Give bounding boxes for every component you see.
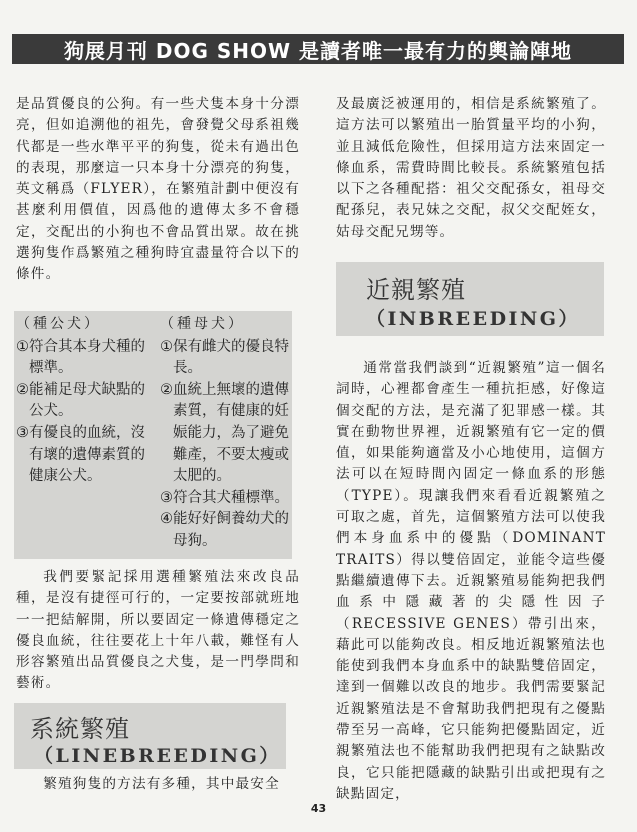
left-body-paragraph [16,567,300,695]
section-title-cn: 系統繁殖 [30,715,130,743]
item-text: 有優良的血統，沒有壞的遺傳素質的健康公犬。 [29,424,145,485]
dam-requirements [160,314,292,553]
item-text: 能好好飼養幼犬的母狗。 [173,511,289,549]
right-intro-text: 及最廣泛被運用的，相信是系統繁殖了。這方法可以繁殖出一胎質量平均的小狗，並且減低危險性，但採用這方法來固定一條血系，需費時間比較長。系統繁殖包括以下之各種配搭：祖父交配孫女，祖母交配孫兒，表兄妹之交配，叔父交配姪女，姑母交配兄甥等。 [336,96,606,240]
sire-item [16,380,158,423]
left-intro-text: 是品質優良的公狗。有一些犬隻本身十分漂亮，但如追溯他的祖先，會發覺父母系祖幾代都是一些水準平平的狗隻，從未有過出色的表現，那麼這一只本身十分漂亮的狗隻，英文稱爲（FLYER），在繁殖計劃中便沒有甚麼利用價值，因爲他的遺傳太多不會穩定，交配出的小狗也不會品質出眾。故在挑選狗隻作爲繁殖之種狗時宜盡量符合以下的條件。 [16,96,300,283]
right-intro-paragraph [336,94,606,243]
left-tail-paragraph [16,774,300,795]
sire-item [16,337,158,380]
item-number: ② [160,381,173,398]
item-text: 血統上無壞的遺傳素質，有健康的妊娠能力，為了避免難產，不要太瘦或太肥的。 [173,381,289,485]
item-text: 保有雌犬的優良特長。 [173,338,289,377]
right-body-paragraph [336,358,606,805]
section-heading-inbreeding [336,262,604,336]
dam-heading: （種母犬） [160,316,245,332]
sire-requirements [16,314,158,488]
left-intro-paragraph [16,94,300,286]
item-number: ② [16,381,29,398]
dam-item [160,488,292,510]
dam-item [160,380,292,488]
right-body-text: 通常當我們談到“近親繁殖”這一個名詞時，心裡都會產生一種抗拒感，好像這個交配的方法，是充滿了犯罪感一樣。其實在動物世界裡，近親繁殖有它一定的價值，如果能夠適當及小心地使用，這個方法可以在短時間內固定一條血系的形態（TYPE）。現讓我們來看看近親繁殖之可取之處，首先，這個繁殖方法可以使我們本身血系中的優點（DOMINANT TRAITS）得以雙倍固定，並能令這些優點繼續遺傳下去。近親繁殖易能夠把我們血系中隱藏著的尖隱性因子（RECESSIVE GENES）帶引出來，藉此可以能夠改良。相反地近親繁殖法也能使到我們本身血系中的缺點雙倍固定，達到一個難以改良的地步。我們需要緊記近親繁殖法是不會幫助我們把現有之優點帶至另一高峰，它只能夠把優點固定，近親繁殖法也不能幫助我們把現有之缺點改良，它只能把隱藏的缺點引出或把現有之缺點固定， [336,360,606,802]
item-number: ④ [160,511,173,528]
section-title-cn: 近親繁殖 [366,276,466,304]
page-number: 43 [310,802,327,815]
dam-item [160,509,292,552]
sire-heading: （種公犬） [16,316,101,332]
item-number: ③ [160,489,173,506]
dam-item [160,337,292,380]
left-body-text: 我們要緊記採用選種繁殖法來改良品種，是沒有捷徑可行的，一定要按部就班地一一把結解開，所以要固定一條遺傳穩定之優良血統，往往要花上十年八載，難怪有人形容繁殖出品質優良之犬隻，是一門學問和藝術。 [16,569,300,692]
item-text: 符合其本身犬種的標準。 [29,338,145,377]
section-title-en: （LINEBREEDING） [34,745,281,767]
section-title-en: （INBREEDING） [366,308,581,330]
item-number: ① [16,338,29,355]
section-heading-linebreeding [14,703,286,769]
item-text: 能補足母犬缺點的公犬。 [29,381,145,420]
sire-item [16,423,158,488]
item-text: 符合其犬種標準。 [173,489,289,506]
page-banner: 狗展月刊 DOG SHOW 是讀者唯一最有力的輿論陣地 [12,34,624,64]
left-tail-text: 繁殖狗隻的方法有多種，其中最安全 [43,776,280,792]
item-number: ① [160,338,173,355]
item-number: ③ [16,424,29,441]
